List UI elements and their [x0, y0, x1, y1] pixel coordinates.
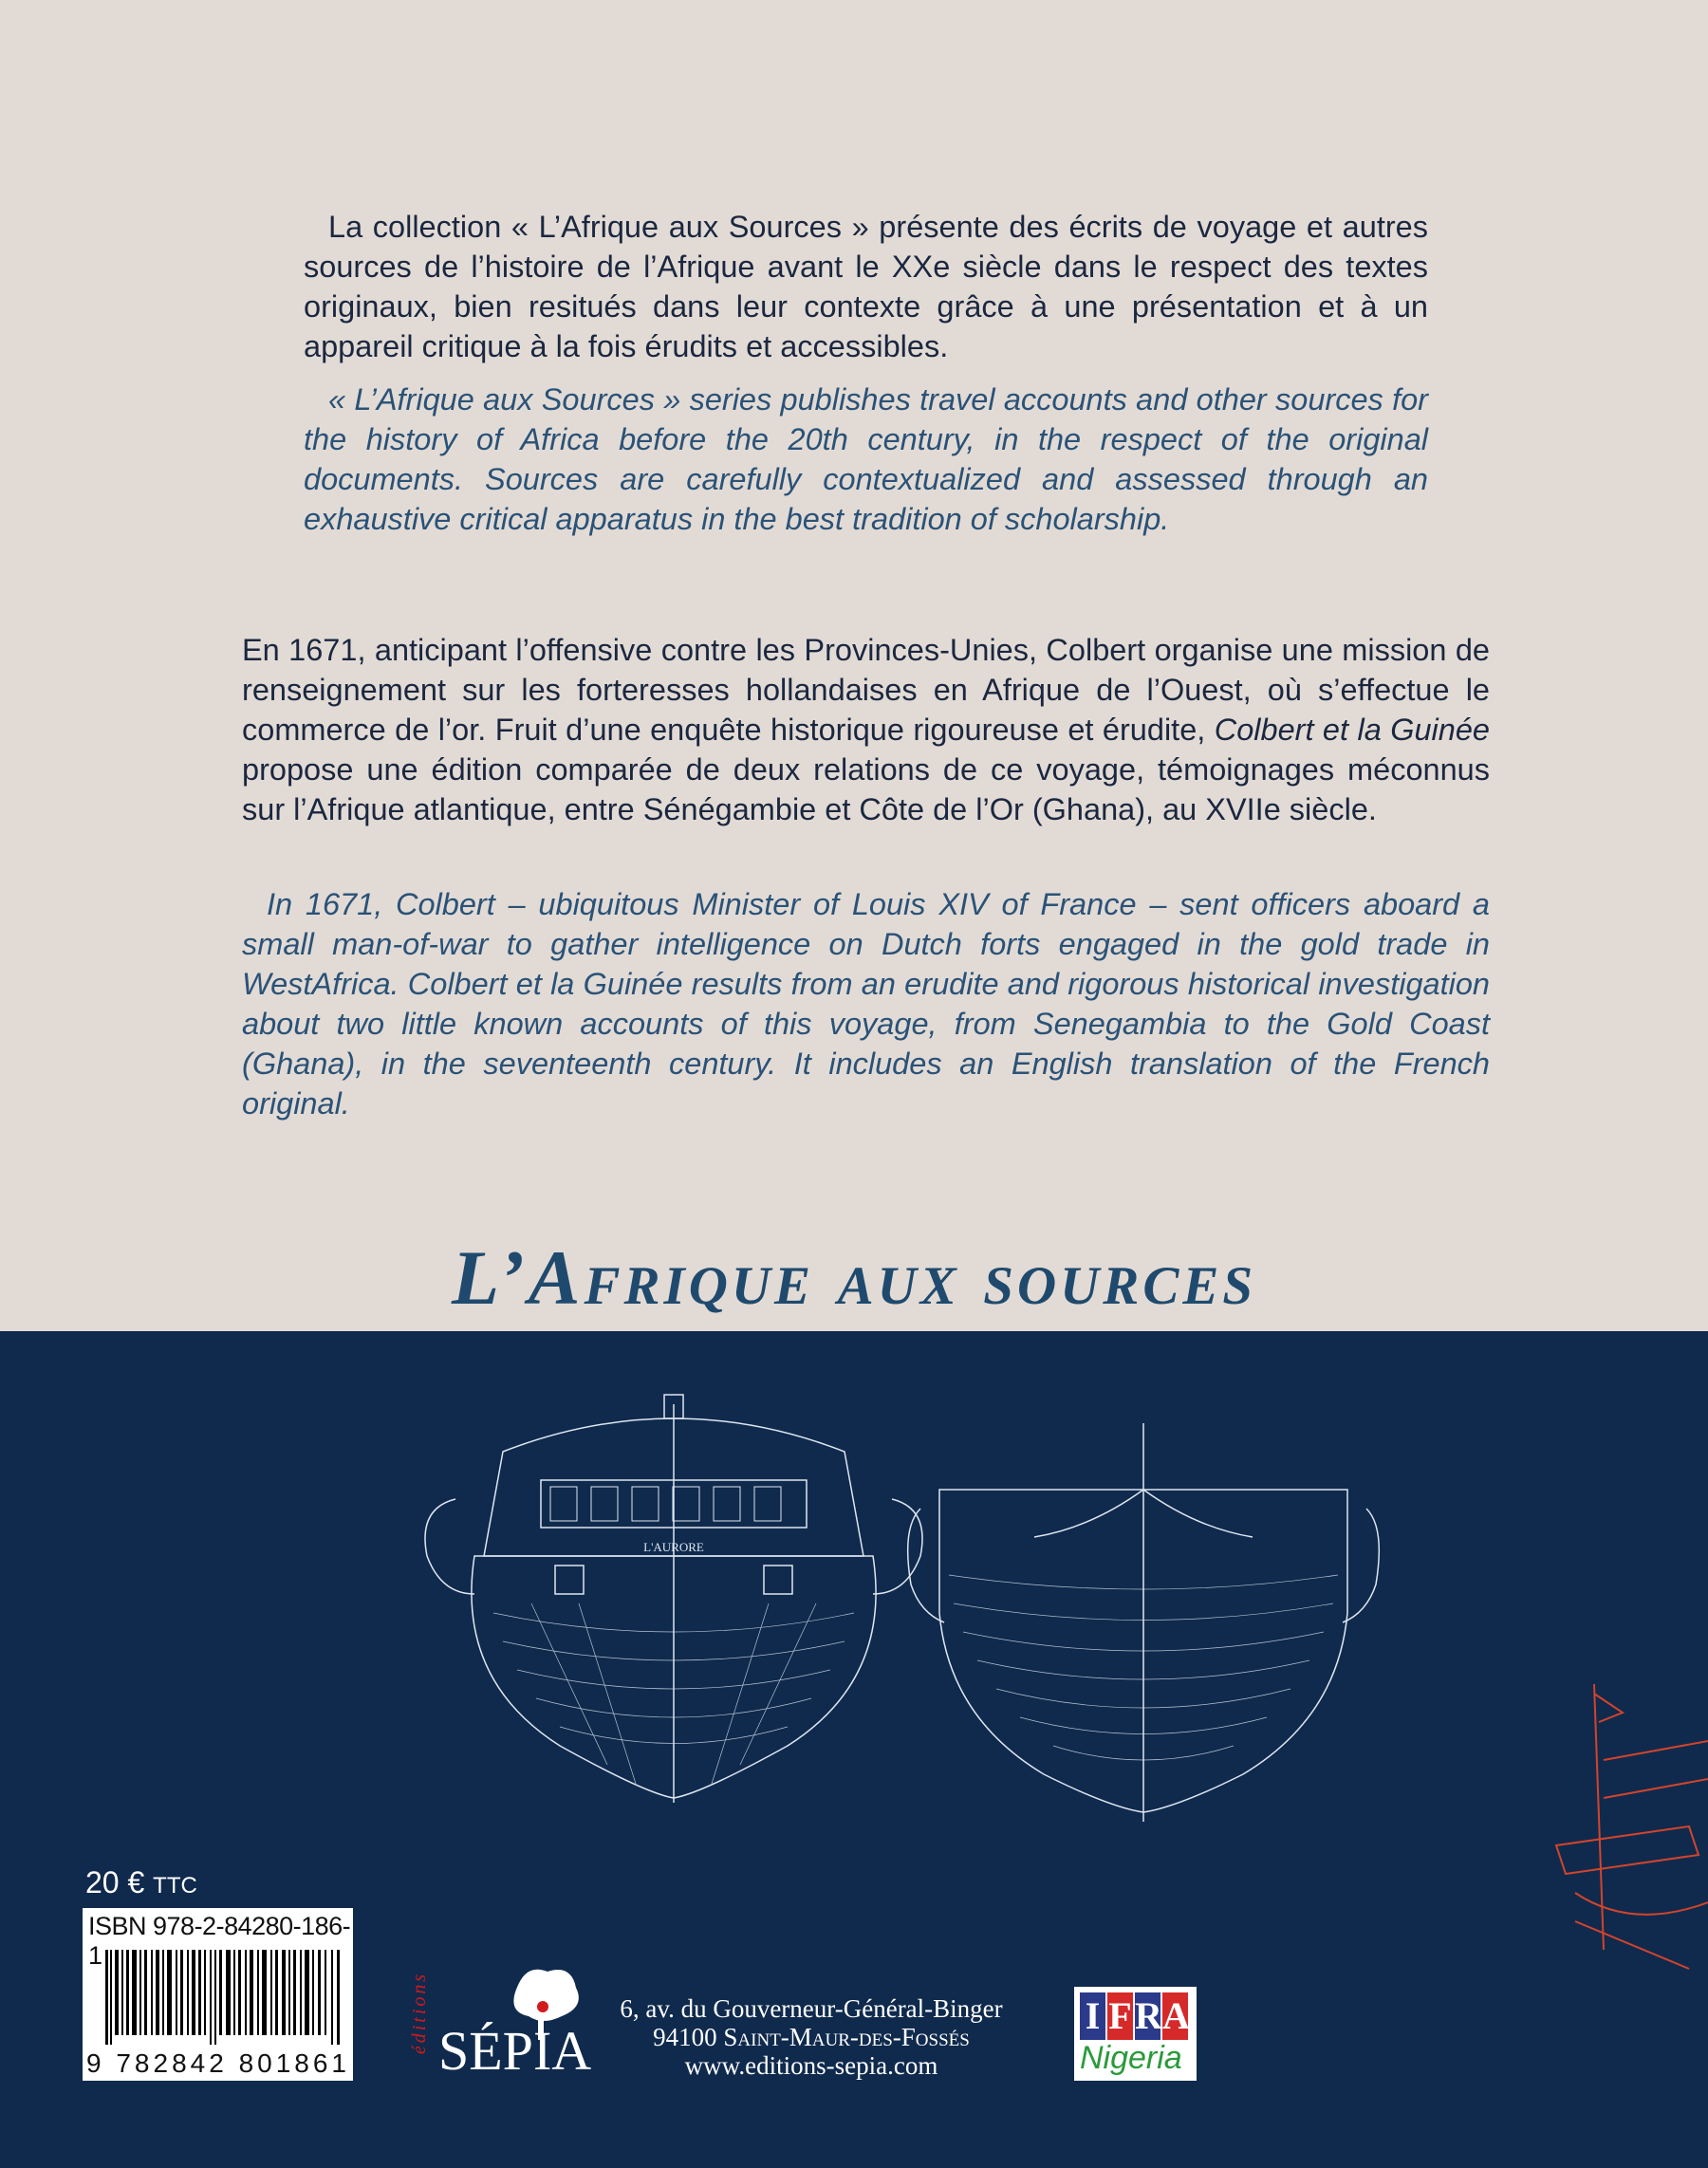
series-title: L’Afrique aux sources	[451, 1234, 1257, 1321]
ifra-letter: R	[1135, 1992, 1160, 2040]
price-suffix: TTC	[153, 1873, 197, 1899]
address-line-1: 6, av. du Gouverneur-Général-Binger	[620, 1994, 1003, 2023]
publisher-website[interactable]: www.editions-sepia.com	[684, 2051, 938, 2080]
collection-description-fr: La collection « L’Afrique aux Sources » présente des écrits de voyage et autres sources de l’histoire de l’Afrique avant le XXe siècle dans le respect des textes originaux, bien resitués dans leur contexte grâce à une présentation et à un appareil critique à la fois érudits et accessibles.	[304, 210, 1428, 363]
isbn-label: ISBN 978-2-84280-186-1	[88, 1912, 351, 1970]
book-title: Colbert et la Guinée	[1214, 713, 1490, 747]
address-line-2: 94100 Saint-Maur-des-Fossés	[653, 2023, 970, 2051]
collection-description-en: « L’Afrique aux Sources » series publishes travel accounts and other sources for the history of Africa before the 20th century, in the respect of the original documents. Sources are carefully contextualized and assessed through an exhaustive critical apparatus in the best tradition of scholarship.	[304, 382, 1428, 536]
ifra-letter: I	[1080, 1992, 1105, 2040]
ship-stern-illustration	[418, 1366, 930, 1812]
summary-fr	[242, 630, 1490, 829]
barcode	[105, 1950, 341, 2045]
ship-bow-illustration	[901, 1423, 1385, 1822]
publisher-name: SÉPIA	[438, 2020, 592, 2082]
summary-en: In 1671, Colbert – ubiquitous Minister of Louis XIV of France – sent officers aboard a small man-of-war to gather intelligence on Dutch forts engaged in the gold trade in WestAfrica. Colbert et la Guinée results from an erudite and rigorous historical investigation about two little known accounts of this voyage, from Senegambia to the Gold Coast (Ghana), in the seventeenth century. It includes an English translation of the French original.	[242, 887, 1490, 1121]
ifra-nigeria-logo	[1074, 1987, 1197, 2081]
isbn-barcode-block	[83, 1908, 353, 2081]
summary-fr-start: En 1671, anticipant l’offensive contre les Provinces-Unies, Colbert organise une mission de renseignement sur les forteresses hollandaises en Afrique de l’Ouest, où s’effectue le commerce de l’or. Fruit d’une enquête historique rigoureuse et érudite,	[242, 633, 1490, 747]
ifra-letter: A	[1162, 1992, 1188, 2040]
price-amount: 20 €	[85, 1865, 145, 1899]
ship-name: L'AURORE	[643, 1540, 704, 1554]
editions-label: éditions	[409, 1971, 431, 2055]
red-ship-illustration	[1547, 1684, 1708, 1997]
ifra-letter: F	[1107, 1992, 1133, 2040]
price	[85, 1865, 197, 1900]
isbn-digits: 9 782842 801861	[86, 2048, 350, 2078]
summary-fr-end: propose une édition comparée de deux relations de ce voyage, témoignages méconnus sur l’Afrique atlantique, entre Sénégambie et Côte de l’Or (Ghana), au XVIIe siècle.	[242, 752, 1490, 826]
publisher-address	[588, 1994, 1034, 2080]
ifra-nigeria-label: Nigeria	[1080, 2040, 1182, 2076]
publisher-logo	[409, 1964, 595, 2083]
